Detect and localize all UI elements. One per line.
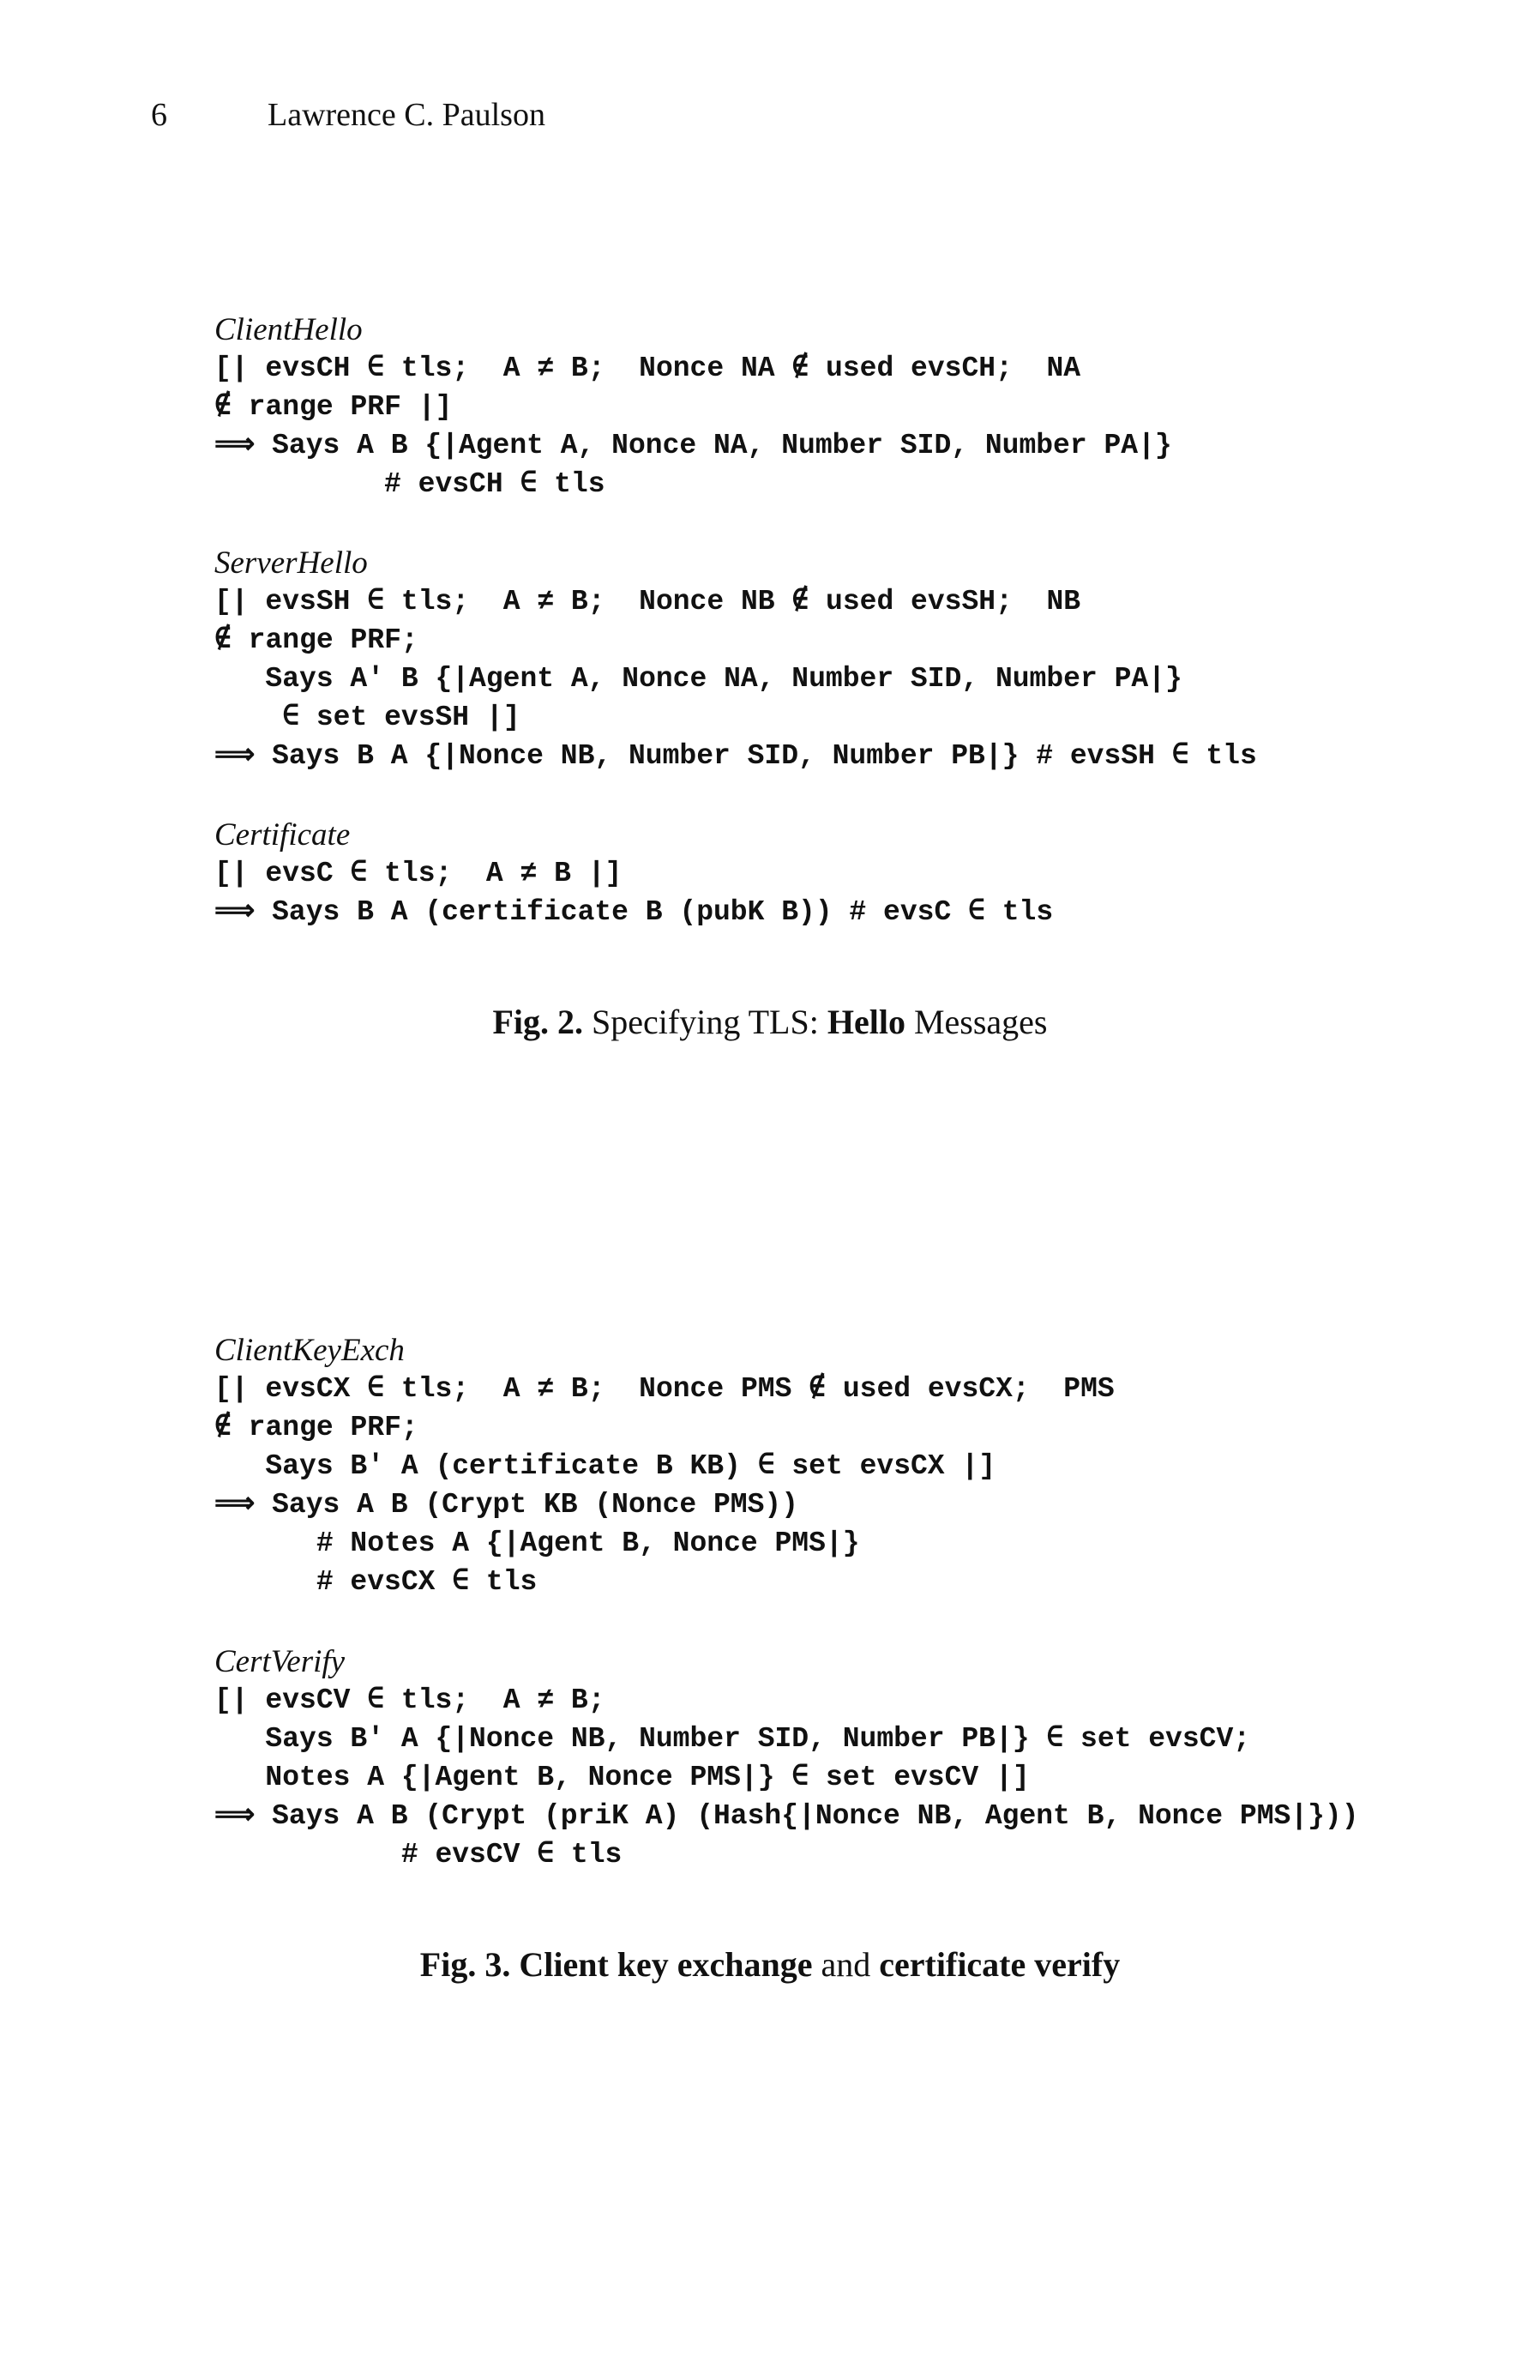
rule-line: ∉ range PRF; (214, 624, 418, 656)
caption-text: and (812, 1945, 880, 1984)
rule-line: ∉ range PRF; (214, 1412, 418, 1443)
figure-3-caption (0, 1944, 1540, 1985)
caption-bold-text: Client key exchange (519, 1945, 813, 1984)
rule-server-hello (214, 544, 1458, 775)
rule-line: Says B' A (certificate B KB) ∈ set evsCX |] (214, 1450, 996, 1482)
rule-line: ∉ range PRF |] (214, 391, 453, 423)
figure-2-caption (0, 1002, 1540, 1042)
rule-title: ClientHello (214, 312, 363, 347)
figure-3-label: Fig. 3. (419, 1945, 511, 1984)
rule-line: [| evsCX ∈ tls; A ≠ B; Nonce PMS ∉ used evsCX; PMS (214, 1373, 1115, 1405)
rule-line: ⟹ Says B A {|Nonce NB, Number SID, Number PB|} # evsSH ∈ tls (214, 740, 1257, 772)
figure-2-label: Fig. 2. (492, 1003, 584, 1041)
rule-line: ⟹ Says B A (certificate B (pubK B)) # evsC ∈ tls (214, 896, 1054, 928)
rule-title: Certificate (214, 817, 351, 853)
rule-line: [| evsSH ∈ tls; A ≠ B; Nonce NB ∉ used evsSH; NB (214, 586, 1081, 618)
page-number: 6 (151, 97, 167, 133)
caption-bold-text: Hello (827, 1003, 905, 1041)
rule-line: Says A' B {|Agent A, Nonce NA, Number SID, Number PA|} (214, 663, 1182, 695)
rule-title: ServerHello (214, 545, 368, 581)
running-head: Lawrence C. Paulson (268, 97, 545, 133)
rule-certificate (214, 816, 1458, 931)
page-header (0, 96, 1540, 139)
rule-line: ⟹ Says A B {|Agent A, Nonce NA, Number SID, Number PA|} (214, 430, 1172, 461)
caption-bold-text: certificate verify (879, 1945, 1121, 1984)
rule-line: # Notes A {|Agent B, Nonce PMS|} (214, 1527, 860, 1559)
rule-line: [| evsCH ∈ tls; A ≠ B; Nonce NA ∉ used evsCH; NA (214, 352, 1081, 384)
rule-title: ClientKeyExch (214, 1333, 405, 1368)
rule-line: [| evsCV ∈ tls; A ≠ B; (214, 1684, 605, 1716)
rule-line: # evsCX ∈ tls (214, 1566, 538, 1598)
rule-line: # evsCH ∈ tls (214, 468, 605, 500)
caption-text: Specifying TLS: (583, 1003, 827, 1041)
rule-client-key-exch (214, 1331, 1458, 1601)
rule-cert-verify (214, 1642, 1458, 1874)
rule-client-hello (214, 310, 1458, 503)
rule-title: CertVerify (214, 1644, 346, 1679)
rule-line: ∈ set evsSH |] (214, 702, 520, 733)
rule-line: Notes A {|Agent B, Nonce PMS|} ∈ set evsCV |] (214, 1762, 1030, 1793)
rule-line: [| evsC ∈ tls; A ≠ B |] (214, 858, 623, 889)
rule-line: # evsCV ∈ tls (214, 1839, 623, 1871)
caption-text: Messages (905, 1003, 1048, 1041)
rule-line: ⟹ Says A B (Crypt KB (Nonce PMS)) (214, 1489, 799, 1521)
rule-line: Says B' A {|Nonce NB, Number SID, Number PB|} ∈ set evsCV; (214, 1723, 1251, 1755)
rule-line: ⟹ Says A B (Crypt (priK A) (Hash{|Nonce NB, Agent B, Nonce PMS|})) (214, 1800, 1359, 1832)
